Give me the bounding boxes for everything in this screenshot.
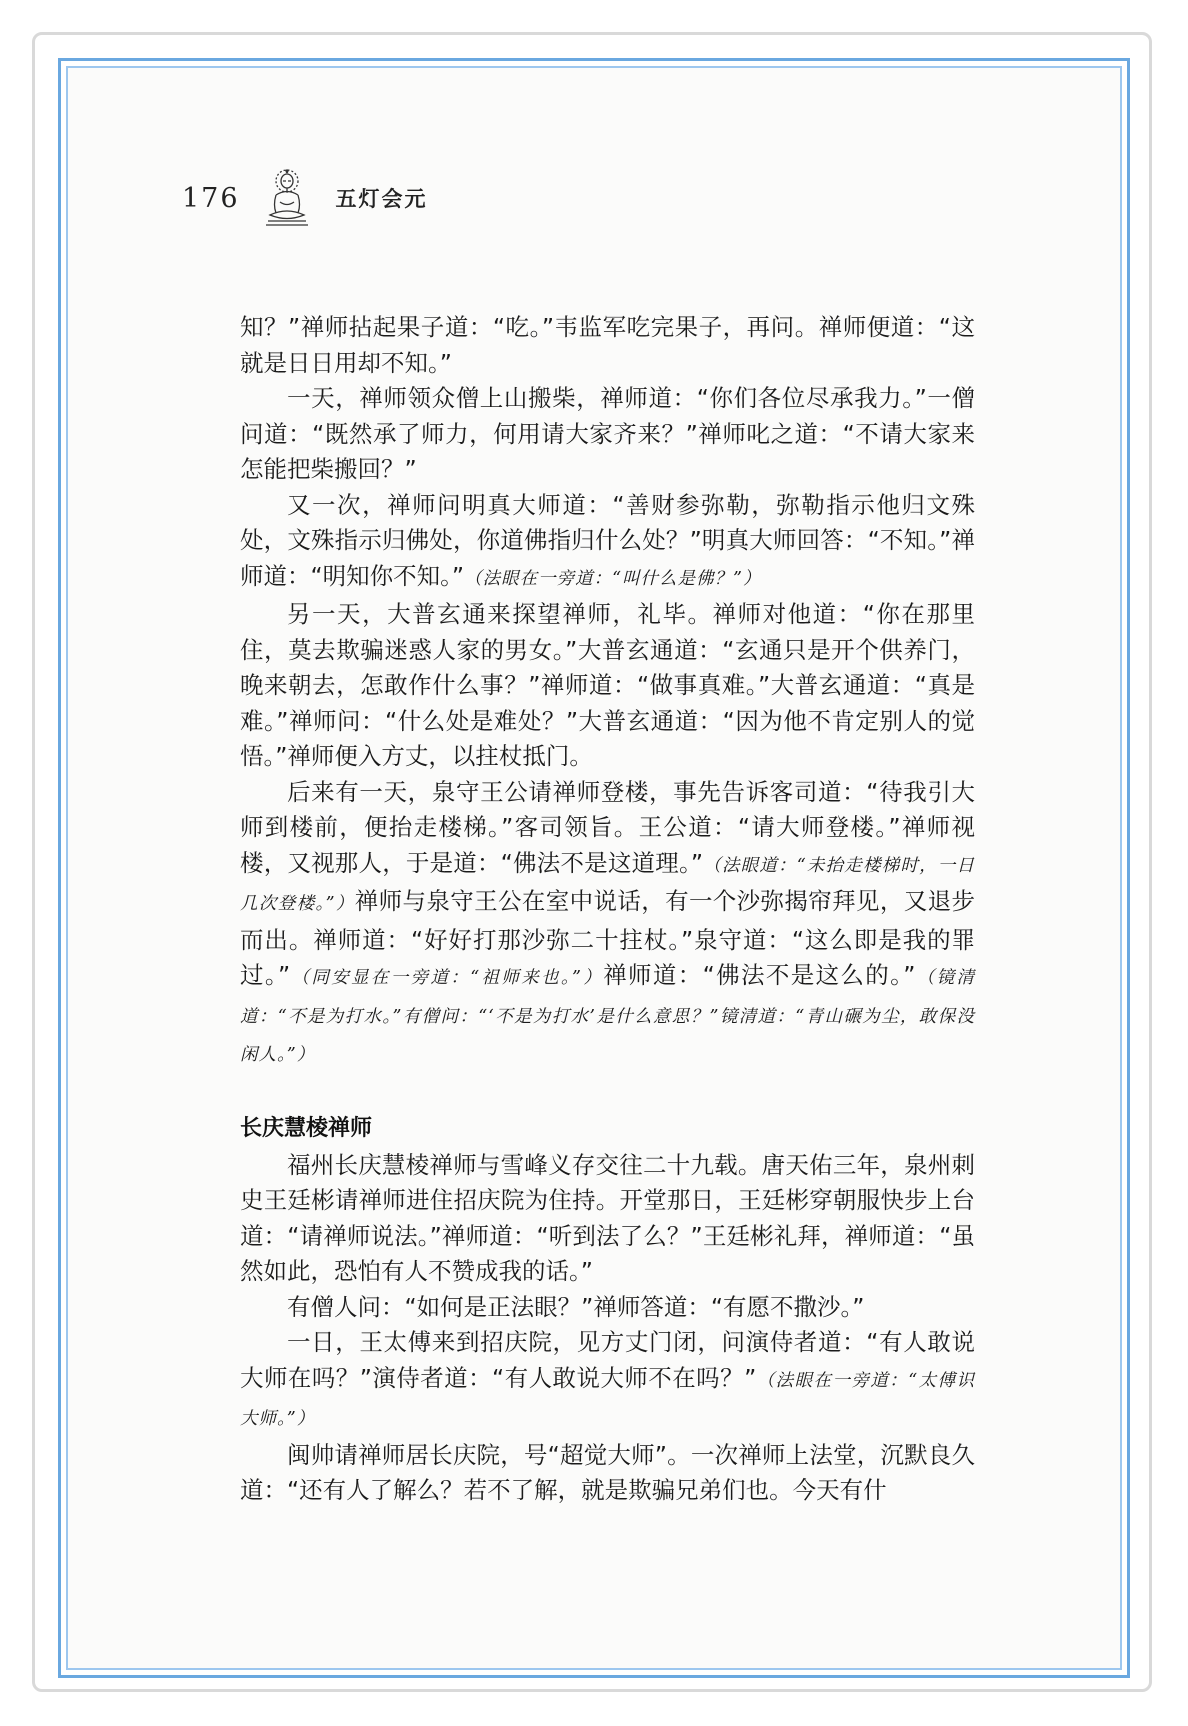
- paragraph-text: 知？”禅师拈起果子道：“吃。”韦监军吃完果子，再问。禅师便道：“这就是日日用却不知。”: [240, 313, 975, 377]
- paragraph-text: 禅师与泉守王公在室中说话，有一个沙弥揭帘拜见，又退步而出。禅师道：“好好打那沙弥二十拄杖。”泉守道：“这么即是我的罪过。”: [240, 887, 975, 989]
- commentary-note: （同安显在一旁道：“祖师来也。”）: [290, 968, 604, 988]
- paragraph: [240, 1148, 975, 1290]
- main-text: [240, 310, 975, 1509]
- running-head: [182, 168, 428, 228]
- page-number: 176: [182, 182, 240, 214]
- paragraph: [240, 1325, 975, 1438]
- paragraph: [240, 1290, 975, 1326]
- paragraph-text: 闽帅请禅师居长庆院，号“超觉大师”。一次禅师上法堂，沉默良久道：“还有人了解么？若不了解，就是欺骗兄弟们也。今天有什: [240, 1440, 975, 1504]
- commentary-note: （法眼在一旁道：“叫什么是佛？”）: [464, 568, 762, 589]
- commentary-note: （法眼在一旁道：“太傅识大师。”）: [240, 1370, 975, 1429]
- paragraph-text: 一日，王太傅来到招庆院，见方丈门闭，问演侍者道：“有人敢说大师在吗？”演侍者道：“有人敢说大师不在吗？”: [240, 1328, 975, 1392]
- paragraph-text: 一天，禅师领众僧上山搬柴，禅师道：“你们各位尽承我力。”一僧问道：“既然承了师力，何用请大家齐来？”禅师叱之道：“不请大家来怎能把柴搬回？”: [240, 384, 975, 483]
- paragraph-text: 又一次，禅师问明真大师道：“善财参弥勒，弥勒指示他归文殊处，文殊指示归佛处，你道佛指归什么处？”明真大师回答：“不知。”禅师道：“明知你不知。”: [240, 490, 975, 590]
- paragraph: [240, 381, 975, 488]
- paragraph-text: 福州长庆慧棱禅师与雪峰义存交往二十九载。唐天佑三年，泉州刺史王廷彬请禅师进住招庆院为住持。开堂那日，王廷彬穿朝服快步上台道：“请禅师说法。”禅师道：“听到法了么？”王廷彬礼拜，禅师道：“虽然如此，恐怕有人不赞成我的话。”: [240, 1150, 975, 1285]
- paragraph-text: 另一天，大普玄通来探望禅师，礼毕。禅师对他道：“你在那里住，莫去欺骗迷惑人家的男女。”大普玄通道：“玄通只是开个供养门，晚来朝去，怎敢作什么事？”禅师道：“做事真难。”大普玄通道：“真是难。”禅师问：“什么处是难处？”大普玄通道：“因为他不肯定别人的觉悟。”禅师便入方丈，以拄杖抵门。: [240, 600, 975, 770]
- commentary-note: （法眼道：“未抬走楼梯时，一日几次登楼。”）: [240, 855, 975, 914]
- paragraph: [240, 310, 975, 381]
- paragraph: [240, 597, 975, 775]
- seated-buddha-icon: [262, 169, 312, 227]
- paragraph: [240, 1438, 975, 1509]
- commentary-note: （镜清道：“不是为打水。”有僧问：“‘不是为打水’是什么意思？”镜清道：“青山碾为尘，敢保没闲人。”）: [240, 968, 975, 1065]
- book-title: 五灯会元: [335, 187, 428, 211]
- paragraph: [240, 775, 975, 1074]
- paragraph: [240, 488, 975, 598]
- paragraph-text: 有僧人问：“如何是正法眼？”禅师答道：“有愿不撒沙。”: [287, 1292, 865, 1321]
- paragraph-text: 后来有一天，泉守王公请禅师登楼，事先告诉客司道：“待我引大师到楼前，便抬走楼梯。”客司领旨。王公道：“请大师登楼。”禅师视楼，又视那人，于是道：“佛法不是这道理。”: [240, 777, 975, 877]
- paragraph-text: 禅师道：“佛法不是这么的。”: [603, 961, 916, 989]
- section-heading: 长庆慧棱禅师: [240, 1115, 373, 1141]
